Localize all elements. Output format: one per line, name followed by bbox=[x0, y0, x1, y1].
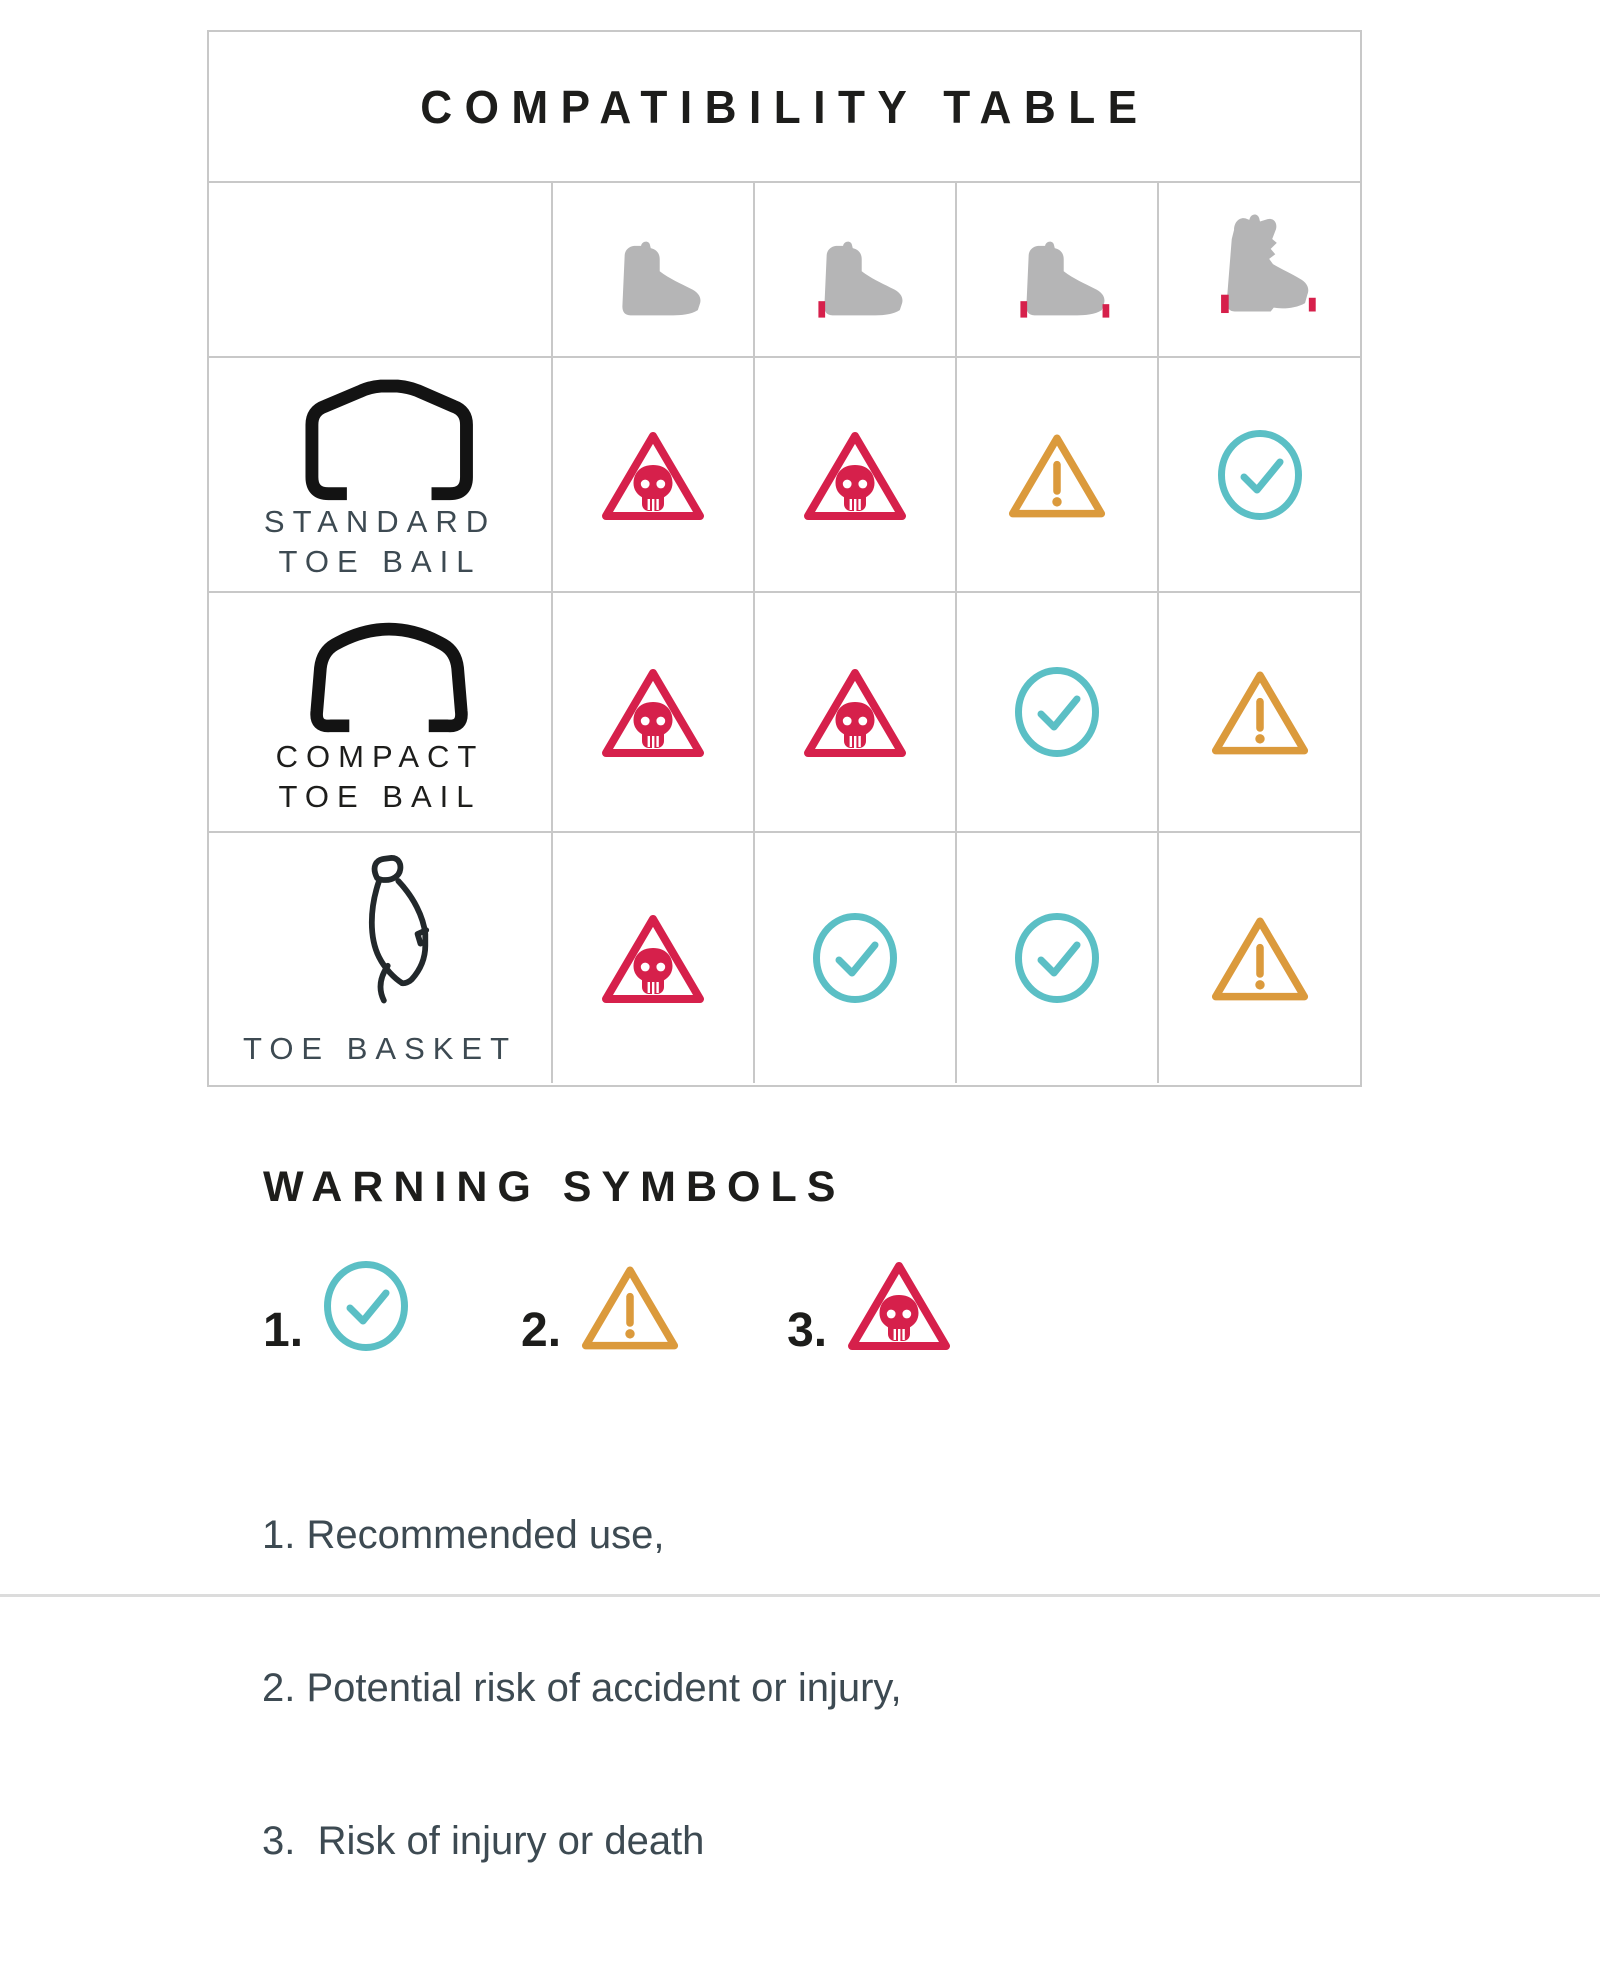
exclamation-caution-triangle-icon bbox=[1211, 913, 1309, 1003]
legend-descriptions bbox=[262, 1408, 902, 1969]
legend-number: 1. bbox=[263, 1304, 304, 1357]
legend-item-2 bbox=[521, 1262, 679, 1357]
legend-item-3 bbox=[787, 1258, 951, 1357]
soft-boot-no-welts-icon bbox=[597, 238, 709, 330]
table-title-row bbox=[209, 32, 1360, 183]
legend-description-3: 3. Risk of injury or death bbox=[262, 1819, 705, 1863]
row-header-compact-toe-bail bbox=[209, 593, 553, 833]
compat-cell-r3c4 bbox=[1159, 833, 1360, 1083]
compat-cell-r2c3 bbox=[957, 593, 1159, 833]
legend-symbol bbox=[847, 1258, 951, 1357]
row-label-line: TOE BAIL bbox=[278, 544, 482, 579]
compat-cell-r1c1 bbox=[553, 358, 755, 593]
legend-number: 3. bbox=[787, 1304, 828, 1357]
legend-item-1 bbox=[263, 1260, 409, 1357]
row-header-standard-toe-bail bbox=[209, 358, 553, 593]
legend-symbol bbox=[323, 1260, 409, 1357]
boot-column-header-1 bbox=[553, 183, 755, 358]
boot-column-header-4 bbox=[1159, 183, 1360, 358]
exclamation-caution-triangle-icon bbox=[581, 1262, 679, 1352]
bottom-divider bbox=[0, 1594, 1600, 1597]
corner-header-cell bbox=[209, 183, 553, 358]
row-label-line: TOE BASKET bbox=[242, 1031, 518, 1066]
check-circle-icon bbox=[1014, 666, 1100, 758]
compact-toe-bail-icon bbox=[269, 603, 491, 733]
check-circle-icon bbox=[323, 1260, 409, 1352]
warning-symbols-legend bbox=[263, 1258, 951, 1357]
skull-danger-triangle-icon bbox=[847, 1258, 951, 1352]
compat-cell-r1c3 bbox=[957, 358, 1159, 593]
skull-danger-triangle-icon bbox=[601, 665, 705, 759]
row-label-line: TOE BAIL bbox=[278, 779, 482, 814]
legend-number: 2. bbox=[521, 1304, 562, 1357]
row-label-line: COMPACT bbox=[275, 739, 485, 774]
compact-toe-bail-icon-wrap bbox=[269, 599, 491, 737]
compatibility-table bbox=[207, 30, 1362, 1087]
skull-danger-triangle-icon bbox=[601, 911, 705, 1005]
compat-cell-r3c3 bbox=[957, 833, 1159, 1083]
warning-symbols-heading: WARNING SYMBOLS bbox=[263, 1163, 846, 1211]
check-circle-icon bbox=[1217, 429, 1303, 521]
exclamation-caution-triangle-icon bbox=[1211, 667, 1309, 757]
compat-cell-r3c2 bbox=[755, 833, 957, 1083]
standard-toe-bail-icon-wrap bbox=[269, 364, 491, 502]
standard-toe-bail-icon bbox=[269, 364, 491, 502]
boot-column-header-3 bbox=[957, 183, 1159, 358]
compat-cell-r2c1 bbox=[553, 593, 755, 833]
skull-danger-triangle-icon bbox=[803, 665, 907, 759]
legend-symbol bbox=[581, 1262, 679, 1357]
compat-cell-r2c2 bbox=[755, 593, 957, 833]
soft-boot-toe-and-heel-welts-icon bbox=[1001, 238, 1113, 330]
ski-boot-toe-and-heel-welts-icon bbox=[1202, 206, 1318, 330]
skull-danger-triangle-icon bbox=[601, 428, 705, 522]
soft-boot-heel-welt-icon bbox=[799, 238, 911, 330]
check-circle-icon bbox=[1014, 912, 1100, 1004]
table-title: COMPATIBILITY TABLE bbox=[419, 80, 1150, 133]
boot-column-header-2 bbox=[755, 183, 957, 358]
legend-description-2: 2. Potential risk of accident or injury, bbox=[262, 1666, 902, 1710]
compat-cell-r1c2 bbox=[755, 358, 957, 593]
skull-danger-triangle-icon bbox=[803, 428, 907, 522]
legend-description-1: 1. Recommended use, bbox=[262, 1513, 665, 1557]
toe-basket-icon bbox=[327, 853, 433, 1015]
row-label-line: STANDARD bbox=[263, 504, 497, 539]
toe-basket-icon-wrap bbox=[327, 839, 433, 1029]
exclamation-caution-triangle-icon bbox=[1008, 430, 1106, 520]
check-circle-icon bbox=[812, 912, 898, 1004]
compat-cell-r1c4 bbox=[1159, 358, 1360, 593]
compat-cell-r3c1 bbox=[553, 833, 755, 1083]
compat-cell-r2c4 bbox=[1159, 593, 1360, 833]
row-header-toe-basket bbox=[209, 833, 553, 1083]
